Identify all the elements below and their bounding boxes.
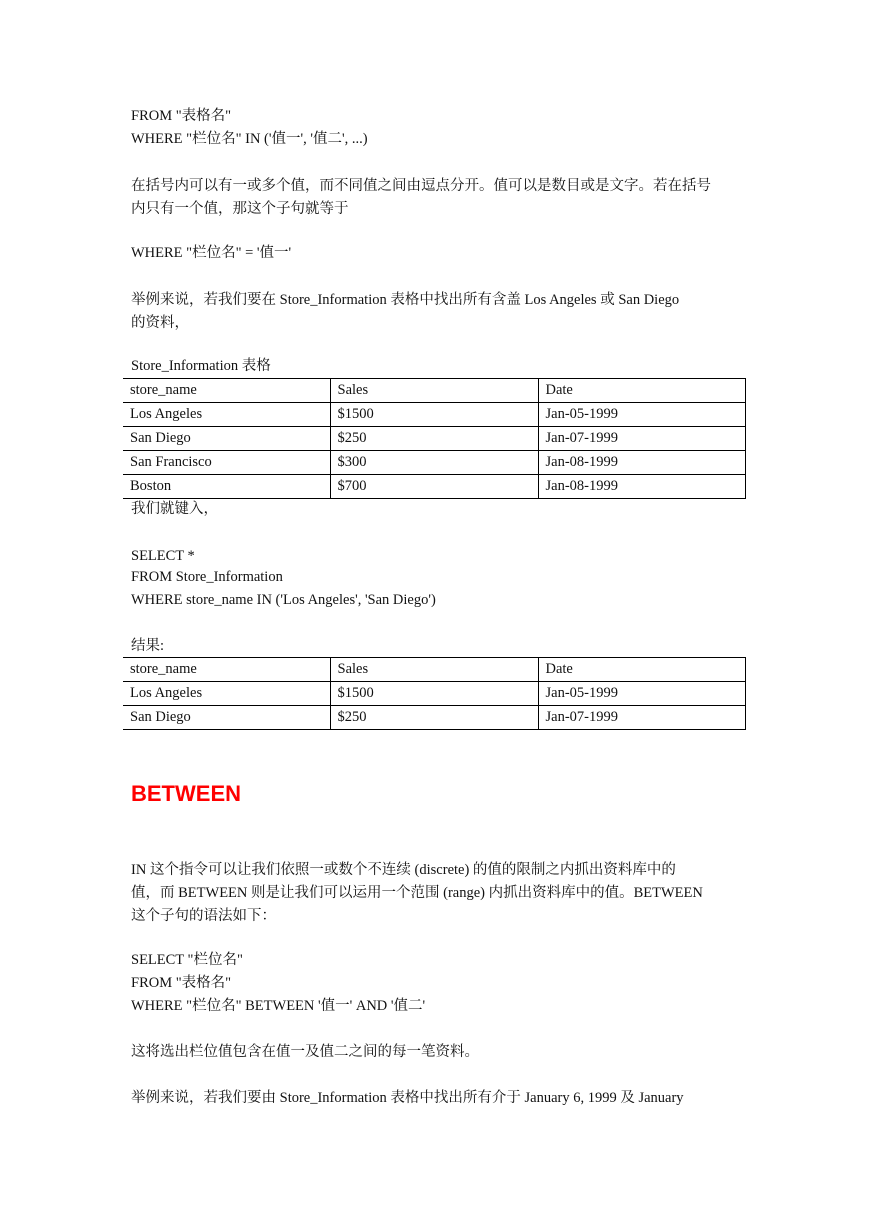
paragraph-line: 值，而 BETWEEN 则是让我们可以运用一个范围 (range) 内抓出资料库中的值。BETWEEN (131, 885, 703, 901)
syntax-where-equal-line: WHERE "栏位名" = '值一' (131, 245, 292, 261)
syntax-select-line: SELECT "栏位名" (131, 952, 243, 968)
between-select-explanation: 这将选出栏位值包含在值一及值二之间的每一笔资料。 (131, 1044, 479, 1060)
query-where-line: WHERE store_name IN ('Los Angeles', 'San Diego') (131, 592, 436, 608)
table-row (123, 451, 745, 475)
paragraph-line: 举例来说，若我们要在 Store_Information 表格中找出所有含盖 Los Angeles 或 San Diego (131, 292, 680, 308)
table-cell: San Diego (123, 706, 330, 730)
table-cell: Boston (123, 475, 330, 499)
paragraph-line: 内只有一个值，那这个子句就等于 (131, 201, 349, 217)
column-header: store_name (123, 379, 330, 403)
paragraph-line: 这个子句的语法如下： (131, 908, 276, 924)
in-explanation-paragraph (131, 175, 737, 221)
result-table (123, 657, 746, 730)
table-cell: Jan-05-1999 (538, 403, 745, 427)
table-header-row (123, 658, 745, 682)
store-information-table (123, 378, 746, 499)
table-cell: Jan-05-1999 (538, 682, 745, 706)
table-row (123, 706, 745, 730)
syntax-where-between-line: WHERE "栏位名" BETWEEN '值一' AND '值二' (131, 998, 426, 1014)
paragraph-line: IN 这个指令可以让我们依照一或数个不连续 (discrete) 的值的限制之内抓出资料库中的 (131, 862, 676, 878)
between-intro-paragraph (131, 859, 737, 928)
in-example-paragraph (131, 289, 737, 335)
table-header-row (123, 379, 745, 403)
column-header: Sales (330, 379, 538, 403)
table-cell: $1500 (330, 403, 538, 427)
table-row (123, 427, 745, 451)
table-cell: Jan-07-1999 (538, 427, 745, 451)
column-header: Sales (330, 658, 538, 682)
table-cell: Jan-08-1999 (538, 475, 745, 499)
syntax-from-line: FROM "表格名" (131, 108, 232, 124)
table-cell: Los Angeles (123, 682, 330, 706)
table-cell: $1500 (330, 682, 538, 706)
between-heading: BETWEEN (131, 781, 241, 806)
syntax-where-in-line: WHERE "栏位名" IN ('值一', '值二', ...) (131, 131, 368, 147)
table-row (123, 682, 745, 706)
table-cell: $250 (330, 706, 538, 730)
table-cell: San Francisco (123, 451, 330, 475)
query-select-line: SELECT * (131, 548, 195, 564)
table-cell: $700 (330, 475, 538, 499)
table-row (123, 475, 745, 499)
table-row (123, 403, 745, 427)
table-cell: $300 (330, 451, 538, 475)
syntax-from-line: FROM "表格名" (131, 975, 232, 991)
table-cell: Jan-07-1999 (538, 706, 745, 730)
column-header: store_name (123, 658, 330, 682)
we-type-text: 我们就键入， (131, 501, 218, 517)
paragraph-line: 在括号内可以有一或多个值，而不同值之间由逗点分开。值可以是数目或是文字。若在括号 (131, 178, 711, 194)
table-cell: Jan-08-1999 (538, 451, 745, 475)
between-example-paragraph: 举例来说，若我们要由 Store_Information 表格中找出所有介于 January 6, 1999 及 January (131, 1090, 684, 1106)
result-label: 结果: (131, 638, 165, 654)
column-header: Date (538, 379, 745, 403)
table-caption: Store_Information 表格 (131, 358, 271, 374)
table-cell: San Diego (123, 427, 330, 451)
column-header: Date (538, 658, 745, 682)
table-cell: $250 (330, 427, 538, 451)
paragraph-line: 的资料， (131, 315, 189, 331)
query-from-line: FROM Store_Information (131, 569, 283, 585)
table-cell: Los Angeles (123, 403, 330, 427)
